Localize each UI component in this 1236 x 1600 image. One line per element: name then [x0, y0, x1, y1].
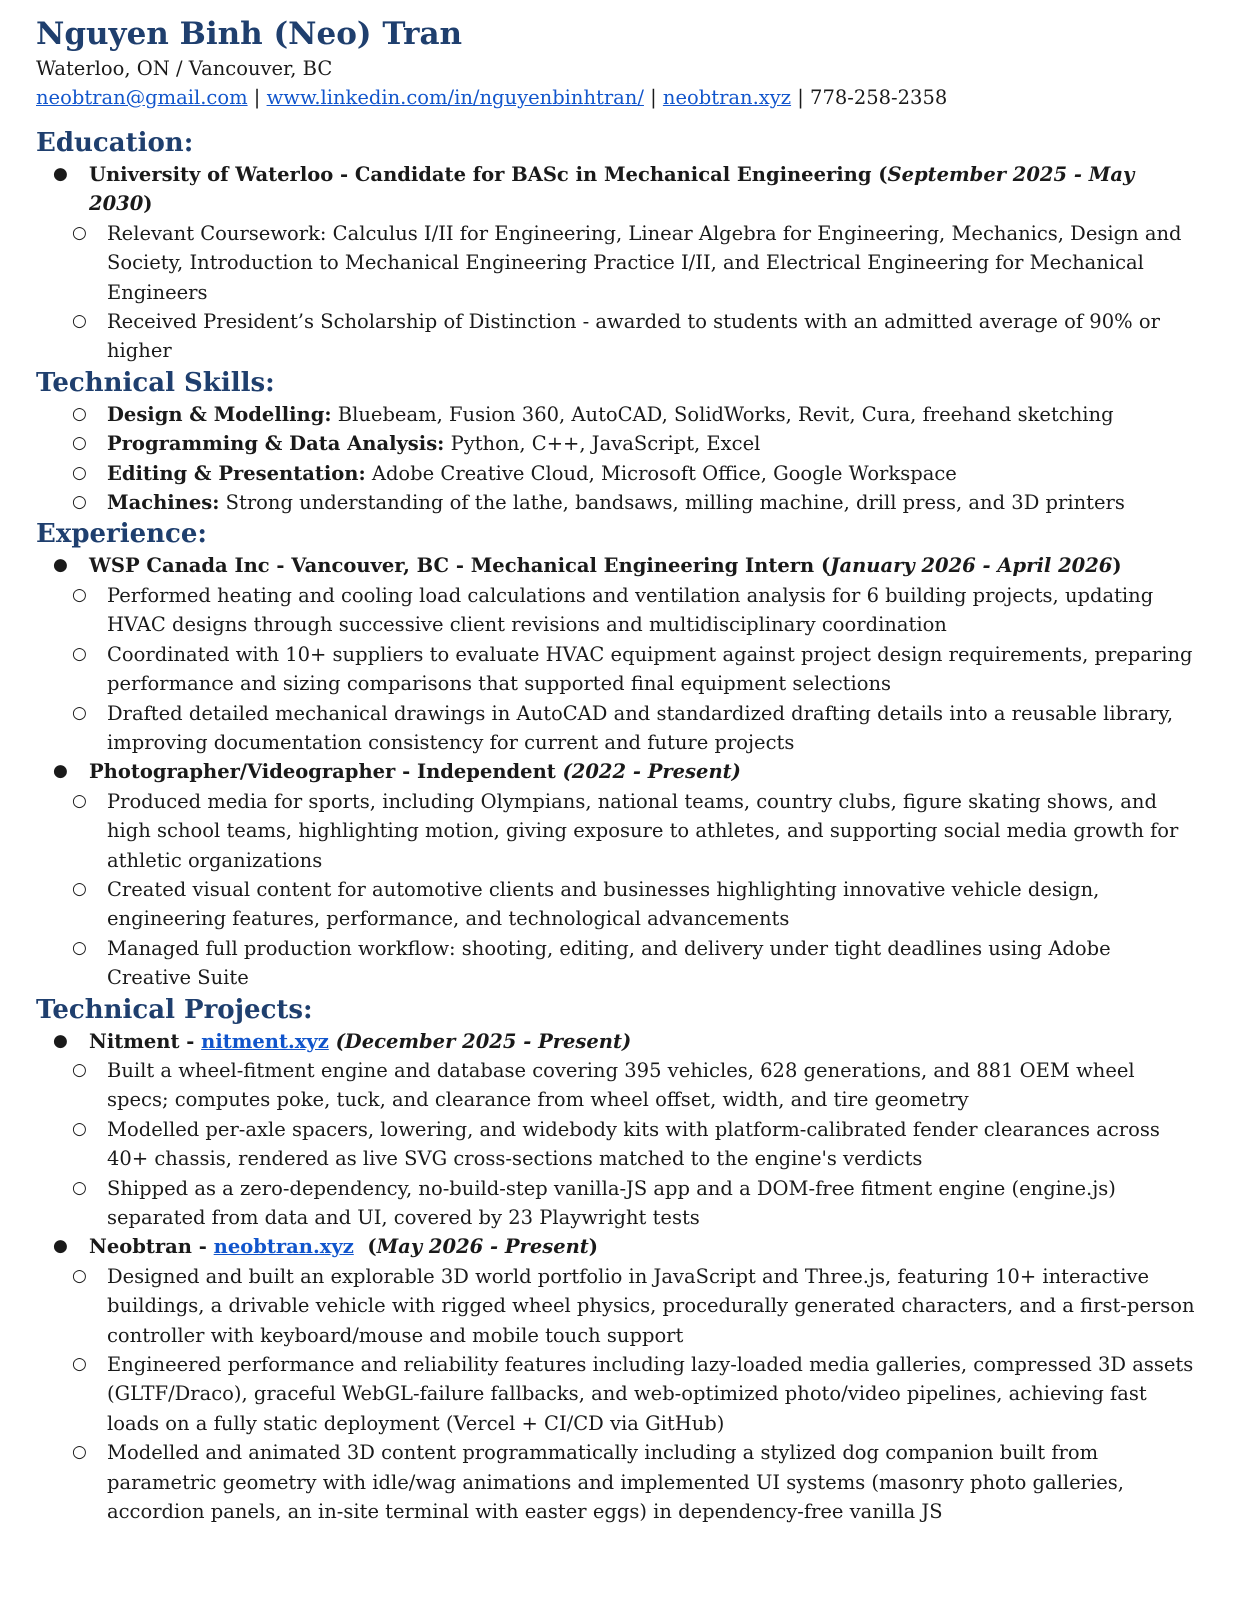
phone-number: 778-258-2358 [810, 86, 948, 109]
sub-bullet: ○ [72, 492, 87, 513]
candidate-name: Nguyen Binh (Neo) Tran [36, 16, 463, 52]
project-entry [36, 1232, 1200, 1261]
bullet: ● [53, 761, 68, 782]
separator: | [247, 86, 267, 109]
list-item [36, 1350, 1200, 1438]
bullet-text: Managed full production workflow: shooting, editing, and delivery under tight deadlines using Adobe Creative Suite [107, 936, 1111, 990]
skill-item [36, 459, 1200, 488]
entry-title: Nitment - [89, 1029, 202, 1053]
sub-bullet: ○ [72, 1354, 87, 1375]
entry-title: WSP Canada Inc - Vancouver, BC - Mechanical Engineering Intern ( [89, 554, 831, 578]
list-item [36, 1056, 1200, 1115]
bullet: ● [53, 555, 68, 576]
list-item [36, 934, 1200, 993]
separator: | [643, 86, 663, 109]
skill-item [36, 488, 1200, 517]
sub-bullet: ○ [72, 433, 87, 454]
entry-close: ) [1112, 554, 1122, 578]
list-item [36, 699, 1200, 758]
skill-item [36, 429, 1200, 458]
location: Waterloo, ON / Vancouver, BC [36, 57, 333, 80]
skill-value: Adobe Creative Cloud, Microsoft Office, Google Workspace [365, 461, 957, 485]
experience-heading: Experience: [36, 519, 208, 550]
entry-title: Neobtran - [89, 1235, 214, 1259]
list-item [36, 640, 1200, 699]
email-link[interactable]: neobtran@gmail.com [36, 86, 248, 109]
bullet-text: Drafted detailed mechanical drawings in AutoCAD and standardized drafting details into a reusable library, improving documentation consistency for current and future projects [107, 701, 1174, 754]
sub-bullet: ○ [72, 403, 87, 424]
sub-bullet: ○ [72, 1265, 87, 1286]
website-link[interactable]: neobtran.xyz [662, 86, 792, 109]
list-item [36, 1115, 1200, 1174]
list-item [36, 581, 1200, 640]
list-item [36, 1438, 1200, 1526]
experience-entry [36, 757, 1200, 786]
entry-date: (December 2025 - Present) [328, 1029, 632, 1053]
bullet-text: Engineered performance and reliability features including lazy-loaded media galleries, compressed 3D assets (GLTF/Draco), graceful WebGL-failure fallbacks, and web-optimized photo/video pipelines, achieving fast loads on a fully static deployment (Vercel + CI/CD via GitHub) [107, 1353, 1194, 1435]
sub-bullet: ○ [72, 643, 87, 664]
skill-label: Design & Modelling: [107, 402, 332, 426]
skill-value: Bluebeam, Fusion 360, AutoCAD, SolidWorks, Revit, Cura, freehand sketching [331, 402, 1114, 426]
skill-label: Editing & Presentation: [107, 461, 366, 485]
entry-date: May 2026 - Present [376, 1235, 589, 1259]
sub-bullet: ○ [72, 462, 87, 483]
projects-heading: Technical Projects: [36, 994, 313, 1025]
linkedin-link[interactable]: www.linkedin.com/in/nguyenbinhtran/ [266, 86, 644, 109]
bullet-text: Received President’s Scholarship of Distinction - awarded to students with an admitted average of 90% or higher [107, 310, 1160, 363]
sub-bullet: ○ [72, 1118, 87, 1139]
bullet-text: Built a wheel-fitment engine and database covering 395 vehicles, 628 generations, and 881 OEM wheel specs; computes poke, tuck, and clearance from wheel offset, width, and tire geometry [107, 1058, 1135, 1112]
entry-date: (2022 - Present) [562, 760, 741, 784]
list-item [36, 875, 1200, 934]
entry-close: ) [143, 192, 153, 216]
bullet-text: Produced media for sports, including Olympians, national teams, country clubs, figure skating shows, and high school teams, highlighting motion, giving exposure to athletes, and supporting social media growth for athletic organizations [107, 789, 1179, 872]
bullet-text: Modelled and animated 3D content programmatically including a stylized dog companion built from parametric geometry with idle/wag animations and implemented UI systems (masonry photo galleries, accordion panels, an in-site terminal with easter eggs) in dependency-free vanilla JS [107, 1441, 1124, 1524]
sub-bullet: ○ [72, 878, 87, 899]
sub-bullet: ○ [72, 222, 87, 243]
entry-date: September 2025 - May 2030 [89, 163, 1135, 216]
bullet-text: Modelled per-axle spacers, lowering, and widebody kits with platform-calibrated fender clearances across 40+ chassis, rendered as live SVG cross-sections matched to the engine's verdicts [107, 1117, 1160, 1171]
separator: | [791, 86, 811, 109]
bullet-text: Relevant Coursework: Calculus I/II for Engineering, Linear Algebra for Engineering, Mechanics, Design and Society, Introduction to Mechanical Engineering Practice I/II, and Electrical Engineering for Mechanical Engineers [107, 221, 1182, 304]
bullet-text: Created visual content for automotive clients and businesses highlighting innovative vehicle design, engineering features, performance, and technological advancements [107, 877, 1100, 931]
skill-value: Strong understanding of the lathe, bandsaws, milling machine, drill press, and 3D printers [219, 491, 1125, 515]
entry-date: January 2026 - April 2026 [830, 554, 1113, 578]
sub-bullet: ○ [72, 1059, 87, 1080]
list-item [36, 1174, 1200, 1233]
sub-bullet: ○ [72, 702, 87, 723]
skill-label: Programming & Data Analysis: [107, 432, 445, 456]
list-item [36, 307, 1200, 366]
list-item [36, 787, 1200, 875]
entry-title: Photographer/Videographer - Independent [89, 760, 563, 784]
experience-entry [36, 551, 1200, 580]
education-entry [36, 160, 1200, 219]
sub-bullet: ○ [72, 1177, 87, 1198]
sub-bullet: ○ [72, 584, 87, 605]
contact-line [36, 83, 1200, 112]
skills-heading: Technical Skills: [36, 367, 275, 398]
bullet: ● [53, 1236, 68, 1257]
bullet-text: Performed heating and cooling load calculations and ventilation analysis for 6 building projects, updating HVAC designs through successive client revisions and multidisciplinary coordination [107, 583, 1154, 637]
list-item [36, 219, 1200, 307]
bullet: ● [53, 1030, 68, 1051]
education-heading: Education: [36, 128, 194, 158]
list-item [36, 1262, 1200, 1350]
entry-open: ( [353, 1235, 377, 1259]
project-link[interactable]: neobtran.xyz [213, 1235, 354, 1259]
sub-bullet: ○ [72, 937, 87, 958]
entry-close: ) [588, 1235, 599, 1259]
project-entry [36, 1027, 1200, 1056]
bullet-text: Shipped as a zero-dependency, no-build-step vanilla-JS app and a DOM-free fitment engine (engine.js) separated from data and UI, covered by 23 Playwright tests [107, 1176, 1116, 1229]
bullet-text: Coordinated with 10+ suppliers to evaluate HVAC equipment against project design requirements, preparing performance and sizing comparisons that supported final equipment selections [107, 642, 1193, 696]
skill-value: Python, C++, JavaScript, Excel [444, 432, 761, 456]
sub-bullet: ○ [72, 1442, 87, 1463]
entry-title: University of Waterloo - Candidate for BASc in Mechanical Engineering ( [89, 163, 888, 186]
sub-bullet: ○ [72, 790, 87, 811]
bullet-text: Designed and built an explorable 3D world portfolio in JavaScript and Three.js, featuring 10+ interactive buildings, a drivable vehicle with rigged wheel physics, procedurally generated characters, and a first-person controller with keyboard/mouse and mobile touch support [107, 1264, 1195, 1347]
bullet: ● [53, 164, 68, 184]
skill-item [36, 400, 1200, 429]
project-link[interactable]: nitment.xyz [201, 1029, 329, 1053]
skill-label: Machines: [107, 491, 220, 515]
sub-bullet: ○ [72, 311, 87, 332]
